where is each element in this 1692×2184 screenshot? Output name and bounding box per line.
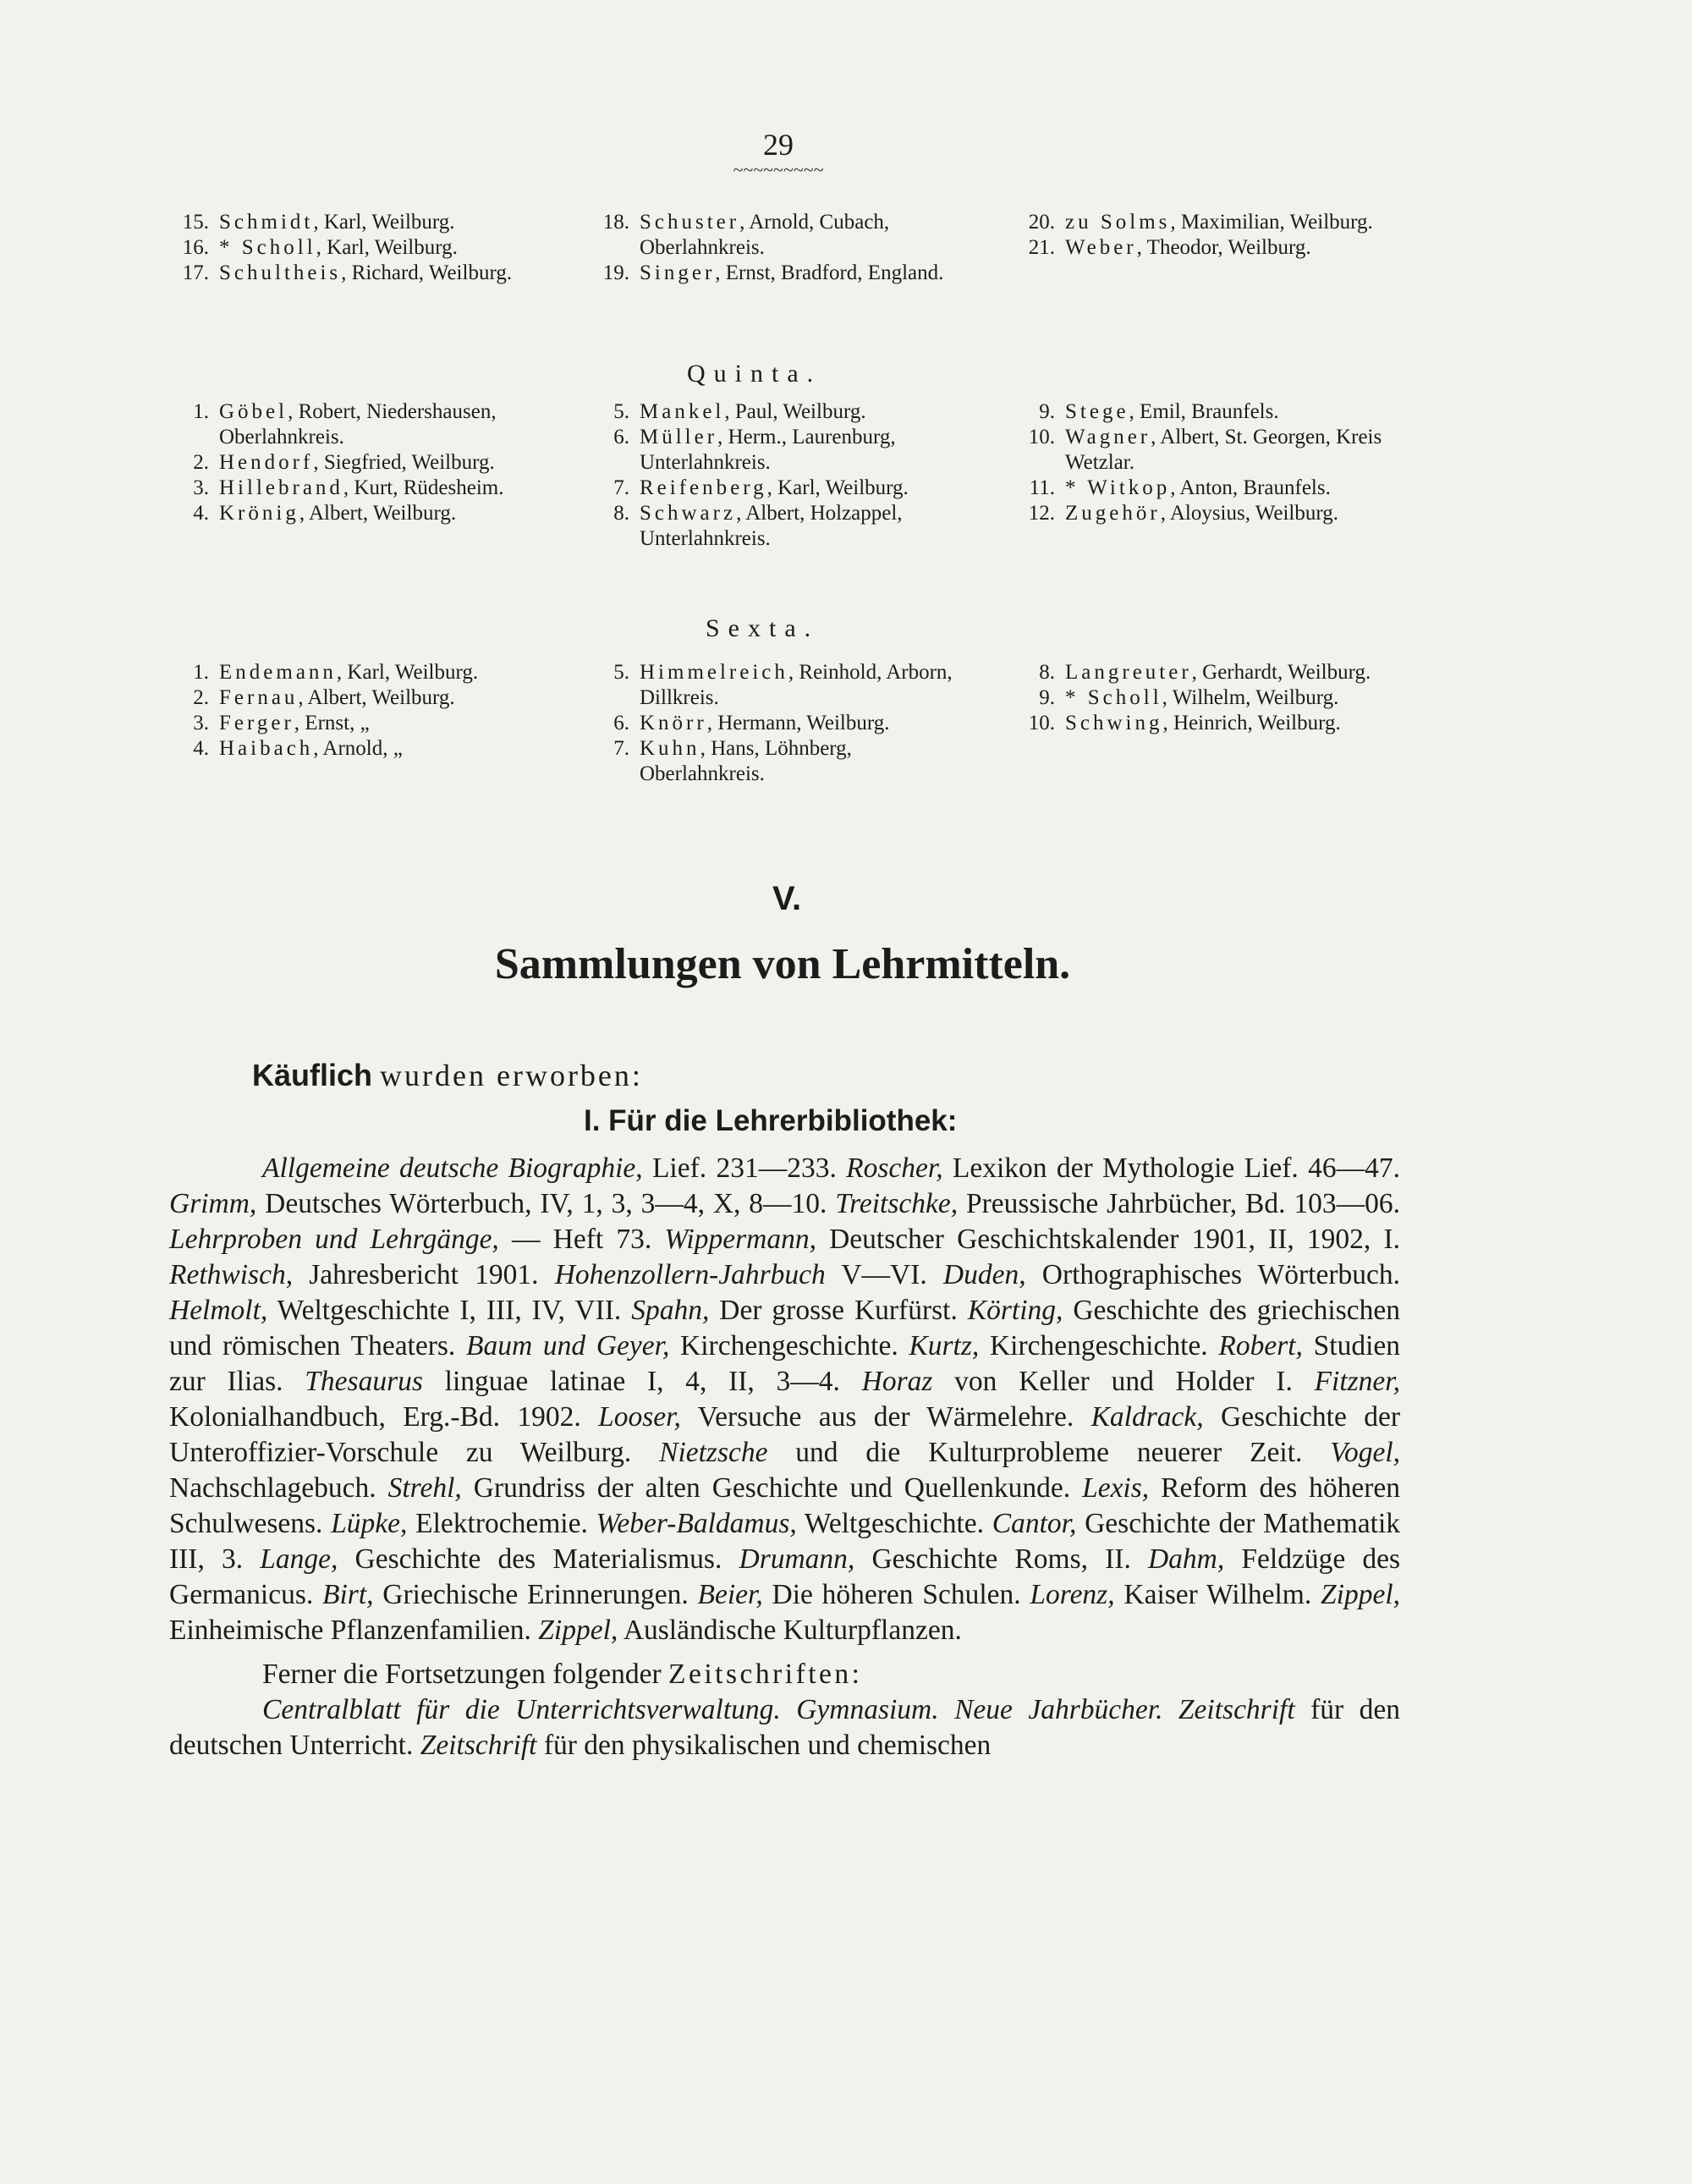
list-item-number: 4. (193, 502, 209, 525)
list-item (161, 235, 558, 261)
student-details: , Hermann, Weilburg. (706, 712, 890, 734)
list-item-number: 20. (1028, 211, 1055, 234)
list-item-number: 5. (613, 661, 629, 684)
italic-run: Helmolt, (169, 1295, 268, 1326)
list-item-number: 5. (613, 400, 629, 423)
list-item-text (1065, 711, 1404, 736)
list-item-number: 15. (182, 211, 209, 234)
italic-run: Thesaurus (305, 1366, 423, 1397)
italic-run: Baum und Geyer, (466, 1330, 670, 1362)
student-details: , Kurt, Rüdesheim. (343, 476, 504, 499)
list-item-text (219, 711, 550, 736)
text-run: Studien zur Ilias. (169, 1330, 1400, 1397)
list-item-number: 2. (193, 686, 209, 709)
paragraph-periodicals-list (169, 1692, 1400, 1763)
text-run: Reform des höheren Schulwesens. (169, 1472, 1400, 1539)
student-details: , Anton, Braunfels. (1170, 476, 1331, 499)
italic-run: Lexis, (1082, 1472, 1150, 1504)
italic-run: Lange, (260, 1543, 338, 1575)
text-run: Preussische Jahrbücher, Bd. 103—06. (958, 1188, 1400, 1219)
list-item (1007, 476, 1404, 501)
text-run: Zeitschriften: (668, 1659, 863, 1690)
list-item-text (219, 399, 516, 450)
list-item-text (219, 476, 516, 501)
list-item-text (219, 450, 516, 476)
italic-run: Drumann, (739, 1543, 855, 1575)
list-item-text (1065, 476, 1404, 501)
list-item-number: 19. (602, 261, 629, 284)
student-surname: * Scholl (219, 236, 316, 259)
student-surname: Hillebrand (219, 476, 343, 499)
list-item-text (219, 235, 558, 261)
list-item-text (219, 501, 516, 526)
list-item (1007, 425, 1404, 476)
student-details: , Gerhardt, Weilburg. (1191, 661, 1371, 684)
list-item-text (1065, 501, 1404, 526)
text-run: Geschichte der Unteroffizier-Vorschule zu Weilburg. (169, 1401, 1400, 1468)
student-surname: Schwing (1065, 712, 1163, 734)
list-item-number: 6. (613, 712, 629, 734)
student-details: , Ernst, Bradford, England. (715, 261, 944, 284)
list-item-text (1065, 235, 1404, 261)
student-surname: Endemann (219, 661, 337, 684)
list-item (161, 261, 558, 286)
student-details: , Albert, Holzappel, Unterlahnkreis. (640, 502, 903, 550)
student-details: , Ernst, „ (294, 712, 370, 734)
italic-run: Centralblatt für die Unterrichtsverwaltung. Gymnasium. Neue Jahrbücher. Zeitschrift (262, 1694, 1295, 1725)
student-details: , Karl, Weilburg. (766, 476, 909, 499)
list-item (161, 476, 516, 501)
student-details: , Wilhelm, Weilburg. (1162, 686, 1339, 709)
italic-run: Looser, (598, 1401, 681, 1433)
list-item (581, 399, 962, 425)
italic-run: Lehrproben und Lehrgänge, (169, 1224, 499, 1255)
italic-run: Nietzsche (659, 1437, 768, 1468)
list-item (581, 660, 970, 711)
student-details: , Albert, Weilburg. (299, 502, 457, 525)
italic-run: Rethwisch, (169, 1259, 294, 1290)
student-surname: Hendorf (219, 451, 314, 474)
student-surname: Haibach (219, 737, 314, 760)
text-run: und die Kulturprobleme neuerer Zeit. (767, 1437, 1331, 1468)
italic-run: Lorenz, (1030, 1579, 1115, 1610)
student-surname: Mankel (640, 400, 725, 423)
list-item-number: 21. (1028, 236, 1055, 259)
list-item-number: 17. (182, 261, 209, 284)
list-item (1007, 210, 1404, 235)
text-run: Nachschlagebuch. (169, 1472, 388, 1504)
italic-run: Kaldrack, (1090, 1401, 1204, 1433)
sexta-list (161, 660, 1404, 829)
italic-run: Grimm, (169, 1188, 257, 1219)
italic-run: Wippermann, (664, 1224, 816, 1255)
text-run: Orthographisches Wörterbuch. (1025, 1259, 1400, 1290)
list-item-number: 3. (193, 476, 209, 499)
section-numeral: V. (772, 880, 802, 917)
list-item (161, 660, 550, 685)
italic-run: Körting, (967, 1295, 1063, 1326)
list-item (161, 736, 550, 762)
student-surname: Weber (1065, 236, 1137, 259)
student-surname: Langreuter (1065, 661, 1192, 684)
list-item-text (1065, 399, 1404, 425)
student-details: , Robert, Niedershausen, Oberlahnkreis. (219, 400, 497, 448)
text-run: Kaiser Wilhelm. (1114, 1579, 1321, 1610)
list-item-number: 8. (613, 502, 629, 525)
list-item (161, 450, 516, 476)
italic-run: Dahm, (1147, 1543, 1225, 1575)
list-item-text (640, 399, 962, 425)
italic-run: Lüpke, (331, 1508, 408, 1539)
subsection-heading: I. Für die Lehrerbibliothek: (584, 1104, 958, 1137)
student-details: , Herm., Laurenburg, Unterlahnkreis. (640, 426, 896, 474)
list-item-number: 1. (193, 400, 209, 423)
student-details: , Emil, Braunfels. (1129, 400, 1279, 423)
list-item-text (1065, 660, 1404, 685)
student-surname: zu Solms (1065, 211, 1171, 234)
list-item-number: 8. (1039, 661, 1055, 684)
list-item (581, 210, 987, 261)
student-surname: Göbel (219, 400, 288, 423)
list-item (581, 736, 970, 787)
list-item (1007, 711, 1404, 736)
text-run: Deutscher Geschichtskalender 1901, II, 1902, I. (816, 1224, 1400, 1255)
italic-run: Beier, (697, 1579, 763, 1610)
italic-run: Strehl, (387, 1472, 462, 1504)
text-run: Ausländische Kulturpflanzen. (618, 1615, 962, 1646)
list-item (1007, 685, 1404, 711)
italic-run: Cantor, (992, 1508, 1077, 1539)
italic-run: Treitschke, (835, 1188, 959, 1219)
list-item (1007, 501, 1404, 526)
student-surname: Fernau (219, 686, 299, 709)
text-run: Der grosse Kurfürst. (709, 1295, 968, 1326)
list-item-text (640, 425, 962, 476)
text-run: für den deutschen Unterricht. (169, 1694, 1400, 1761)
text-run: — Heft 73. (498, 1224, 665, 1255)
list-item (581, 425, 962, 476)
list-item-number: 6. (613, 426, 629, 448)
list-item (161, 685, 550, 711)
list-item-text (219, 685, 550, 711)
section-title: Sammlungen von Lehrmitteln. (494, 940, 1071, 988)
list-item-text (219, 261, 558, 286)
student-surname: Reifenberg (640, 476, 767, 499)
text-run: Kirchengeschichte. (669, 1330, 909, 1362)
list-item-text (219, 660, 550, 685)
student-details: , Maximilian, Weilburg. (1170, 211, 1373, 234)
list-item-number: 1. (193, 661, 209, 684)
student-details: , Aloysius, Weilburg. (1160, 502, 1338, 525)
student-surname: Kuhn (640, 737, 700, 760)
list-item (1007, 660, 1404, 685)
italic-run: Fitzner, (1314, 1366, 1400, 1397)
italic-run: Kurtz, (909, 1330, 980, 1362)
list-item-text (640, 711, 970, 736)
list-item-text (219, 736, 550, 762)
list-item-text (219, 210, 558, 235)
student-details: , Karl, Weilburg. (336, 661, 479, 684)
list-item-number: 16. (182, 236, 209, 259)
student-details: , Karl, Weilburg. (316, 236, 458, 259)
italic-run: Vogel, (1330, 1437, 1401, 1468)
italic-run: Birt, (322, 1579, 374, 1610)
tertia-tail-list (161, 210, 1404, 320)
body-text (169, 1151, 1400, 1763)
text-run: für den physikalischen und chemischen (536, 1730, 992, 1761)
student-details: , Albert, Weilburg. (298, 686, 455, 709)
student-surname: Wagner (1065, 426, 1151, 448)
italic-run: Hohenzollern-Jahrbuch (554, 1259, 826, 1290)
student-details: , Reinhold, Arborn, Dillkreis. (640, 661, 953, 709)
purchased-heading (252, 1058, 643, 1093)
tertia-col-3 (1007, 210, 1404, 261)
tertia-col-2 (581, 210, 987, 286)
paragraph-periodicals-intro (169, 1657, 1400, 1692)
italic-run: Zeitschrift (420, 1730, 537, 1761)
list-item-text (640, 501, 962, 552)
sexta-col-2 (581, 660, 970, 787)
student-surname: Zugehör (1065, 502, 1161, 525)
page-number-ornament: ~~~~~~~~~ (733, 159, 824, 180)
sexta-heading: Sexta. (706, 614, 820, 642)
student-details: , Richard, Weilburg. (341, 261, 513, 284)
text-run: Geschichte des griechischen und römischen Theaters. (169, 1295, 1401, 1362)
list-item (161, 501, 516, 526)
list-item-number: 9. (1039, 686, 1055, 709)
text-run: Geschichte des Materialismus. (338, 1543, 739, 1575)
student-details: , Albert, St. Georgen, Kreis Wetzlar. (1065, 426, 1382, 474)
quinta-col-1 (161, 399, 516, 526)
list-item-text (640, 736, 970, 787)
quinta-heading: Quinta. (687, 360, 822, 388)
text-run: Einheimische Pflanzenfamilien. (169, 1615, 539, 1646)
list-item (581, 476, 962, 501)
text-run: Grundriss der alten Geschichte und Quellenkunde. (461, 1472, 1083, 1504)
text-run: Griechische Erinnerungen. (373, 1579, 698, 1610)
quinta-col-3 (1007, 399, 1404, 526)
italic-run: Zippel, (538, 1615, 618, 1646)
text-run: Weltgeschichte. (796, 1508, 992, 1539)
tertia-col-1 (161, 210, 558, 286)
text-run: Feldzüge des Germanicus. (169, 1543, 1400, 1610)
student-surname: Ferger (219, 712, 294, 734)
text-run: Kolonialhandbuch, Erg.-Bd. 1902. (169, 1401, 599, 1433)
text-run: Lief. 231—233. (642, 1153, 847, 1184)
text-run: Lexikon der Mythologie Lief. 46—47. (942, 1153, 1400, 1184)
student-surname: Müller (640, 426, 718, 448)
student-details: , Siegfried, Weilburg. (313, 451, 495, 474)
student-surname: Schultheis (219, 261, 342, 284)
student-surname: Krönig (219, 502, 299, 525)
list-item (581, 711, 970, 736)
text-run: Elektrochemie. (407, 1508, 596, 1539)
italic-run: Weber-Baldamus, (596, 1508, 797, 1539)
student-surname: Schmidt (219, 211, 314, 234)
italic-run: Zippel, (1321, 1579, 1401, 1610)
list-item-number: 10. (1028, 712, 1055, 734)
student-details: , Hans, Löhnberg, Oberlahnkreis. (640, 737, 852, 785)
student-details: , Arnold, „ (313, 737, 403, 760)
list-item-number: 18. (602, 211, 629, 234)
list-item-number: 4. (193, 737, 209, 760)
list-item-number: 3. (193, 712, 209, 734)
text-run: Versuche aus der Wärmelehre. (680, 1401, 1091, 1433)
student-details: , Theodor, Weilburg. (1136, 236, 1311, 259)
list-item-number: 9. (1039, 400, 1055, 423)
list-item (581, 261, 987, 286)
italic-run: Horaz (861, 1366, 933, 1397)
list-item-text (1065, 685, 1404, 711)
text-run: linguae latinae I, 4, II, 3—4. (422, 1366, 862, 1397)
text-run: Jahresbericht 1901. (293, 1259, 555, 1290)
student-surname: Stege (1065, 400, 1129, 423)
text-run: von Keller und Holder I. (932, 1366, 1315, 1397)
list-item (581, 501, 962, 552)
student-surname: Schuster (640, 211, 740, 234)
student-surname: Singer (640, 261, 716, 284)
italic-run: Allgemeine deutsche Biographie, (262, 1153, 643, 1184)
text-run: V—VI. (825, 1259, 943, 1290)
italic-run: Robert, (1218, 1330, 1303, 1362)
paragraph-teacher-library (169, 1151, 1400, 1648)
list-item-text (1065, 425, 1404, 476)
list-item-number: 7. (613, 476, 629, 499)
text-run: Die höheren Schulen. (762, 1579, 1030, 1610)
list-item-text (640, 210, 987, 261)
text-run: Geschichte der Mathematik III, 3. (169, 1508, 1401, 1575)
purchased-heading-bold: Käuflich (252, 1058, 373, 1092)
student-surname: Schwarz (640, 502, 737, 525)
student-surname: Himmelreich (640, 661, 788, 684)
list-item-text (640, 261, 987, 286)
italic-run: Roscher, (846, 1153, 943, 1184)
list-item-number: 2. (193, 451, 209, 474)
sexta-col-3 (1007, 660, 1404, 736)
list-item-text (640, 476, 962, 501)
list-item (1007, 399, 1404, 425)
student-surname: * Witkop (1065, 476, 1171, 499)
student-surname: * Scholl (1065, 686, 1162, 709)
student-details: , Heinrich, Weilburg. (1162, 712, 1341, 734)
quinta-list (161, 399, 1404, 586)
list-item-number: 12. (1028, 502, 1055, 525)
page-number: 29 (763, 128, 794, 162)
italic-run: Spahn, (631, 1295, 710, 1326)
list-item (1007, 235, 1404, 261)
italic-run: Duden, (942, 1259, 1026, 1290)
list-item (161, 210, 558, 235)
text-run: Kirchengeschichte. (979, 1330, 1219, 1362)
text-run: Geschichte Roms, II. (854, 1543, 1148, 1575)
student-details: , Karl, Weilburg. (313, 211, 455, 234)
student-details: , Paul, Weilburg. (724, 400, 866, 423)
list-item-number: 10. (1028, 426, 1055, 448)
student-surname: Knörr (640, 712, 707, 734)
text-run: Ferner die Fortsetzungen folgender (262, 1659, 669, 1690)
list-item (161, 711, 550, 736)
list-item-text (640, 660, 970, 711)
list-item-number: 7. (613, 737, 629, 760)
list-item (161, 399, 516, 450)
list-item-number: 11. (1029, 476, 1055, 499)
student-details: , Arnold, Cubach, Oberlahnkreis. (640, 211, 890, 259)
text-run: Weltgeschichte I, III, IV, VII. (267, 1295, 632, 1326)
purchased-heading-rest: wurden erworben: (380, 1059, 643, 1092)
text-run: Deutsches Wörterbuch, IV, 1, 3, 3—4, X, 8—10. (256, 1188, 836, 1219)
quinta-col-2 (581, 399, 962, 552)
sexta-col-1 (161, 660, 550, 762)
list-item-text (1065, 210, 1404, 235)
